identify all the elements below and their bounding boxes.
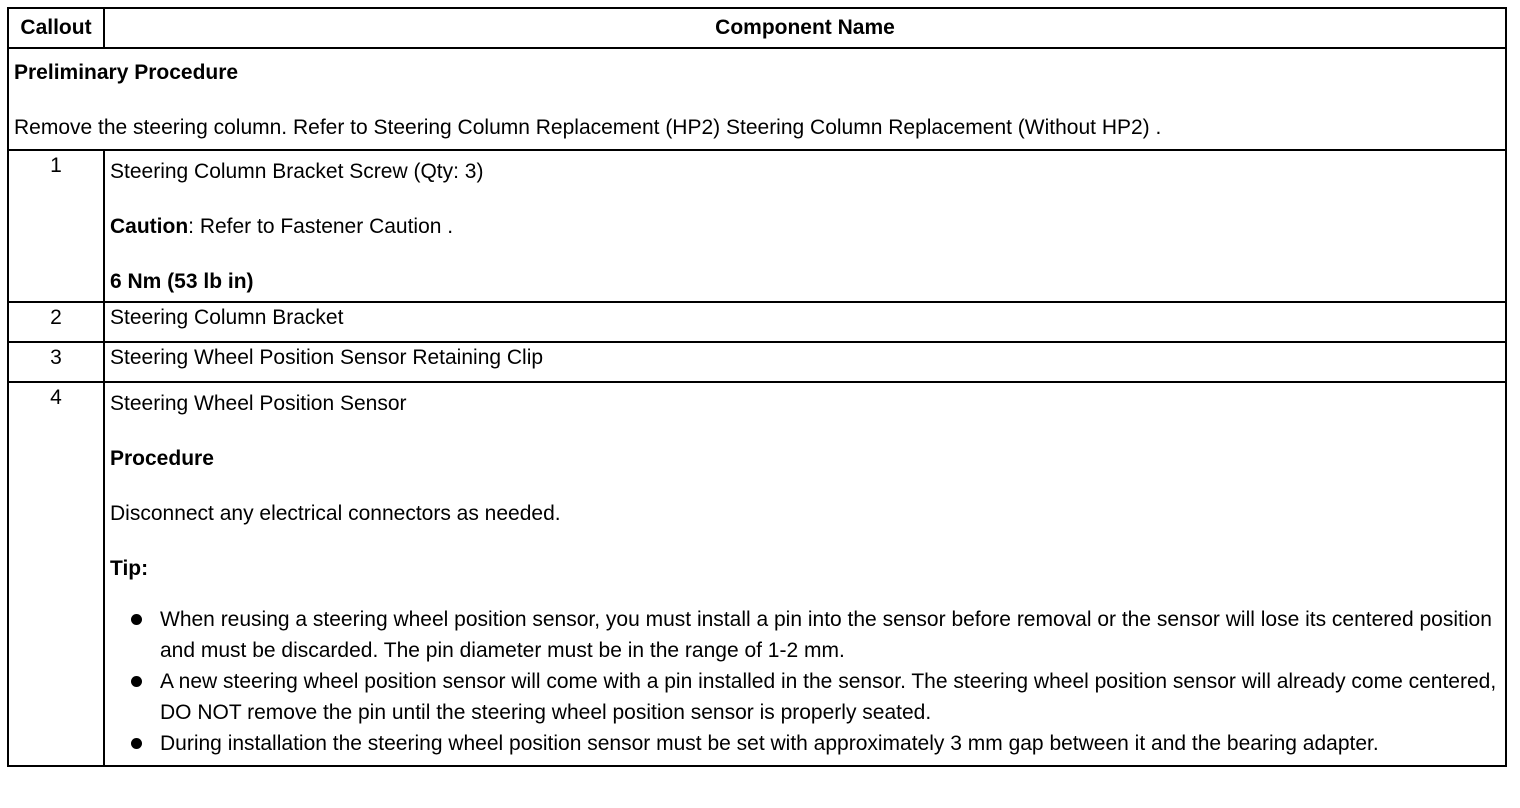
tip-text: A new steering wheel position sensor will come with a pin installed in the sensor. The steering wheel position sensor will already come centered, DO NOT remove the pin until the steering wheel position sensor is properly seated. [160,670,1497,724]
torque-spec: 6 Nm (53 lb in) [110,270,254,293]
component-name: Steering Column Bracket [104,302,1506,342]
list-item [110,728,1500,759]
tip-text: When reusing a steering wheel position sensor, you must install a pin into the sensor before removal or the sensor will lose its centered position and must be discarded. The pin diameter must be in the range of 1-2 mm. [160,608,1492,662]
callout-header: Callout [8,8,104,48]
component-name: Steering Column Bracket Screw (Qty: 3) [110,160,484,183]
caution-line [110,212,1500,242]
callout-number: 2 [8,302,104,342]
list-item [110,666,1500,728]
component-table [7,7,1507,767]
bullet-icon [131,738,142,749]
caution-label: Caution [110,215,189,238]
tip-text: During installation the steering wheel position sensor must be set with approximately 3 mm gap between it and the bearing adapter. [160,732,1379,755]
list-item [110,604,1500,666]
preliminary-text: Remove the steering column. Refer to Steering Column Replacement (HP2) Steering Column Replacement (Without HP2) . [14,116,1162,139]
callout-number: 3 [8,342,104,382]
caution-text: : Refer to Fastener Caution . [188,215,454,238]
table-row [8,150,1506,302]
preliminary-title: Preliminary Procedure [14,61,239,84]
bullet-icon [131,676,142,687]
component-name: Steering Wheel Position Sensor [110,392,407,415]
table-row [8,302,1506,342]
callout-number: 4 [8,382,104,766]
component-name-header: Component Name [104,8,1506,48]
tip-list [110,604,1500,759]
table-row [8,382,1506,766]
table-row [8,342,1506,382]
preliminary-row [8,48,1506,150]
component-name: Steering Wheel Position Sensor Retaining Clip [104,342,1506,382]
procedure-label: Procedure [110,447,214,470]
component-cell [104,382,1506,766]
bullet-icon [131,614,142,625]
component-cell [104,150,1506,302]
header-row [8,8,1506,48]
callout-number: 1 [8,150,104,302]
tip-label: Tip: [110,557,149,580]
procedure-text: Disconnect any electrical connectors as needed. [110,502,561,525]
preliminary-cell [8,48,1506,150]
